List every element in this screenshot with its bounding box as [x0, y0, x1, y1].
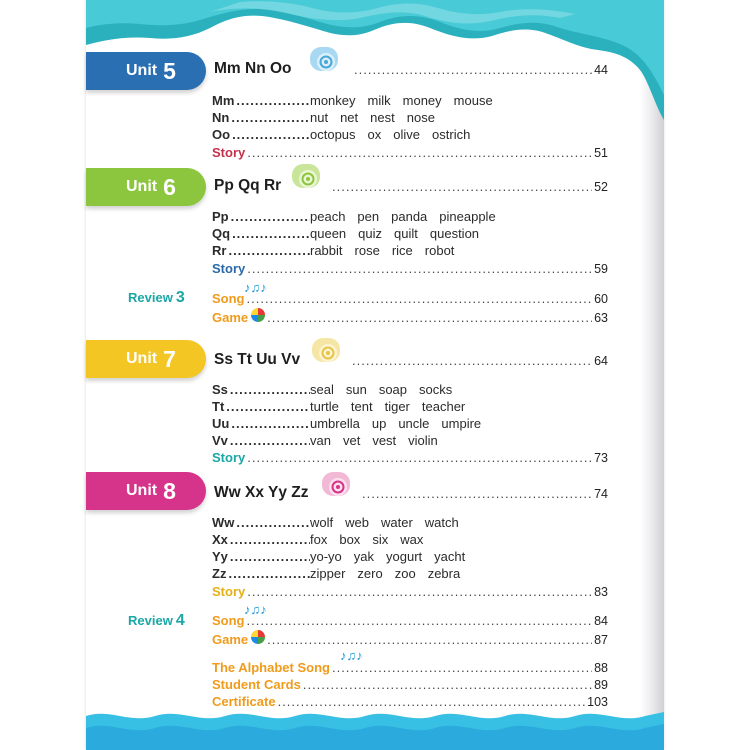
letters-ww: Ww [212, 515, 235, 530]
unit-6-title[interactable]: Pp Qq Rr [212, 175, 313, 197]
scroll-icon [308, 45, 342, 75]
scroll-icon [310, 336, 344, 366]
word: tent [350, 399, 373, 414]
game-label: Game [212, 310, 249, 325]
story-label: Story [212, 584, 246, 599]
letters-nn: Nn [212, 110, 230, 125]
word: nut [310, 110, 329, 125]
word: umpire [441, 416, 482, 431]
word: seal [310, 382, 334, 397]
word: wolf [310, 515, 334, 530]
word: zipper [310, 566, 346, 581]
certificate-line[interactable] [212, 694, 608, 709]
letters-rr: Rr [212, 243, 227, 258]
unit-5-row-nn [212, 110, 447, 125]
word: olive [393, 127, 421, 142]
story-page: 73 [594, 451, 608, 465]
unit-8-row-xx [212, 532, 435, 547]
alphabet-song-label: The Alphabet Song [212, 660, 330, 675]
unit-5-page-line [352, 62, 608, 77]
letters-vv: Vv [212, 433, 228, 448]
unit-8-page: 74 [594, 487, 608, 501]
review-number: 4 [175, 612, 185, 629]
word: money [402, 93, 442, 108]
unit-6-page: 52 [594, 180, 608, 194]
unit-6-row-rr [212, 243, 466, 258]
word: nose [406, 110, 435, 125]
game-wheel-icon [251, 308, 265, 322]
word: van [310, 433, 331, 448]
word: soap [378, 382, 408, 397]
word: six [372, 532, 389, 547]
word: wax [400, 532, 424, 547]
word: zero [357, 566, 383, 581]
music-notes-icon: ♪♫♪ [244, 280, 267, 295]
word: rose [354, 243, 380, 258]
letters-uu: Uu [212, 416, 230, 431]
song-page: 84 [594, 614, 608, 628]
unit-5-label: Unit [126, 62, 158, 79]
unit-7-row-ss [212, 382, 464, 397]
word: pineapple [439, 209, 496, 224]
unit-7-page: 64 [594, 354, 608, 368]
unit-7-tab[interactable] [86, 340, 206, 378]
story-page: 51 [594, 146, 608, 160]
game-page: 87 [594, 633, 608, 647]
letters-qq: Qq [212, 226, 231, 241]
unit-8-row-yy [212, 549, 477, 564]
unit-8-story-line[interactable] [212, 584, 608, 599]
word: tiger [384, 399, 410, 414]
review-label: Review [128, 613, 173, 628]
word: quilt [394, 226, 418, 241]
review-4-game-line[interactable] [212, 630, 608, 647]
word: vet [342, 433, 361, 448]
story-page: 83 [594, 585, 608, 599]
word: zoo [394, 566, 416, 581]
letters-tt: Tt [212, 399, 225, 414]
word: web [345, 515, 369, 530]
student-cards-line[interactable] [212, 677, 608, 692]
review-label: Review [128, 290, 173, 305]
review-4-label [128, 612, 185, 630]
word: watch [424, 515, 459, 530]
word: yo-yo [310, 549, 342, 564]
unit-8-label: Unit [126, 482, 158, 499]
word: yacht [434, 549, 466, 564]
certificate-page: 103 [587, 695, 608, 709]
review-4-song-line[interactable] [212, 613, 608, 628]
unit-5-row-mm [212, 93, 505, 108]
word: fox [310, 532, 328, 547]
letters-xx: Xx [212, 532, 228, 547]
song-label: Song [212, 613, 245, 628]
letters-zz: Zz [212, 566, 227, 581]
word: up [371, 416, 387, 431]
certificate-label: Certificate [212, 694, 276, 709]
word: net [340, 110, 359, 125]
word: vest [372, 433, 397, 448]
student-cards-label: Student Cards [212, 677, 301, 692]
song-label: Song [212, 291, 245, 306]
unit-5-row-oo [212, 127, 482, 142]
word: socks [419, 382, 453, 397]
word: octopus [310, 127, 356, 142]
unit-7-page-line [350, 353, 608, 368]
unit-5-story-line[interactable] [212, 145, 608, 160]
review-3-song-line[interactable] [212, 291, 608, 306]
word: teacher [421, 399, 466, 414]
word: uncle [398, 416, 430, 431]
unit-7-story-line[interactable] [212, 450, 608, 465]
unit-6-row-pp [212, 209, 508, 224]
story-label: Story [212, 145, 246, 160]
word: violin [408, 433, 438, 448]
unit-8-row-ww [212, 515, 471, 530]
word: panda [391, 209, 428, 224]
word: rice [391, 243, 413, 258]
unit-6-story-line[interactable] [212, 261, 608, 276]
word: sun [345, 382, 367, 397]
word: nest [370, 110, 395, 125]
unit-6-row-qq [212, 226, 491, 241]
story-page: 59 [594, 262, 608, 276]
unit-7-row-uu [212, 416, 493, 431]
unit-5-title[interactable]: Mm Nn Oo [212, 58, 324, 80]
word: queen [310, 226, 347, 241]
unit-7-number: 7 [163, 345, 176, 372]
word: pen [357, 209, 380, 224]
unit-6-number: 6 [163, 173, 176, 200]
letters-mm: Mm [212, 93, 235, 108]
unit-5-tab[interactable] [86, 52, 206, 90]
unit-6-label: Unit [126, 178, 158, 195]
story-label: Story [212, 261, 246, 276]
word: milk [367, 93, 391, 108]
music-notes-icon: ♪♫♪ [244, 602, 267, 617]
unit-6-tab[interactable] [86, 168, 206, 206]
review-3-label [128, 289, 185, 307]
unit-7-label: Unit [126, 350, 158, 367]
word: zebra [427, 566, 461, 581]
unit-8-title[interactable]: Ww Xx Yy Zz [212, 482, 340, 504]
word: yogurt [386, 549, 423, 564]
word: peach [310, 209, 346, 224]
music-notes-icon: ♪♫♪ [340, 648, 363, 663]
letters-pp: Pp [212, 209, 229, 224]
word: monkey [310, 93, 356, 108]
unit-8-page-line [360, 486, 608, 501]
letters-oo: Oo [212, 127, 231, 142]
word: quiz [358, 226, 383, 241]
word: yak [353, 549, 375, 564]
unit-8-number: 8 [163, 477, 176, 504]
word: box [339, 532, 361, 547]
word: rabbit [310, 243, 343, 258]
word: water [380, 515, 413, 530]
unit-8-row-zz [212, 566, 472, 581]
unit-7-title[interactable]: Ss Tt Uu Vv [212, 349, 332, 371]
letters-yy: Yy [212, 549, 228, 564]
word: mouse [453, 93, 493, 108]
song-page: 60 [594, 292, 608, 306]
game-wheel-icon [251, 630, 265, 644]
unit-8-tab[interactable] [86, 472, 206, 510]
unit-5-page: 44 [594, 63, 608, 77]
word: turtle [310, 399, 339, 414]
word: ox [367, 127, 382, 142]
word: robot [424, 243, 455, 258]
alphabet-song-page: 88 [594, 661, 608, 675]
review-3-game-line[interactable] [212, 308, 608, 325]
word: umbrella [310, 416, 360, 431]
review-number: 3 [175, 289, 185, 306]
alphabet-song-line[interactable] [212, 660, 608, 675]
unit-5-number: 5 [163, 57, 176, 84]
game-label: Game [212, 632, 249, 647]
unit-7-row-vv [212, 433, 450, 448]
scroll-icon [320, 470, 354, 500]
scroll-icon [290, 162, 324, 192]
word: question [429, 226, 480, 241]
word: ostrich [432, 127, 471, 142]
unit-6-page-line [330, 179, 608, 194]
story-label: Story [212, 450, 246, 465]
unit-7-row-tt [212, 399, 477, 414]
game-page: 63 [594, 311, 608, 325]
letters-ss: Ss [212, 382, 228, 397]
student-cards-page: 89 [594, 678, 608, 692]
